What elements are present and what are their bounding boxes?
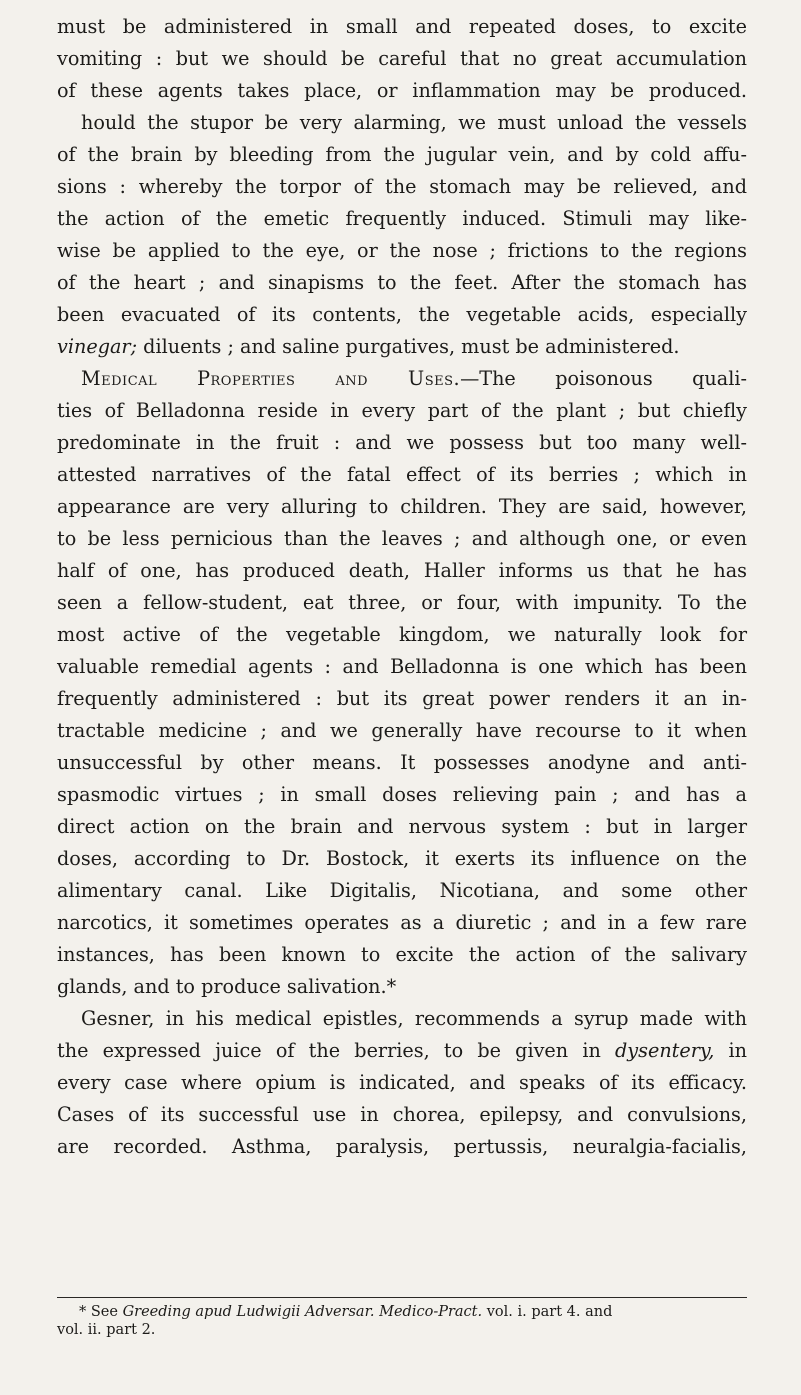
- text-span: diluents ; and saline purgatives, must be administered.: [137, 335, 680, 358]
- text-line: appearance are very alluring to children. They are said, however,: [57, 495, 747, 518]
- text-line: unsuccessful by other means. It possesses anodyne and anti-: [57, 751, 747, 774]
- footnote-citation: Greeding apud Ludwigii Adversar. Medico-Pract.: [122, 1304, 483, 1320]
- text-line: of these agents takes place, or inflammation may be produced.: [57, 79, 747, 102]
- text-span: the expressed juice of the berries, to be given in: [57, 1039, 601, 1062]
- footnote-rule: [57, 1297, 747, 1298]
- text-line: valuable remedial agents : and Belladonna is one which has been: [57, 655, 747, 678]
- text-line: to be less pernicious than the leaves ; and although one, or even: [57, 527, 747, 550]
- text-line: [57, 331, 747, 363]
- text-line: glands, and to produce salivation.*: [57, 975, 397, 998]
- text-line: are recorded. Asthma, paralysis, pertussis, neuralgia-facialis,: [57, 1135, 747, 1158]
- text-line: most active of the vegetable kingdom, we naturally look for: [57, 623, 747, 646]
- text-line: Gesner, in his medical epistles, recommends a syrup made with: [81, 1007, 747, 1030]
- italic-term: vinegar;: [57, 335, 138, 358]
- text-line: been evacuated of its contents, the vegetable acids, especially: [57, 303, 747, 326]
- text-line: doses, according to Dr. Bostock, it exerts its influence on the: [57, 847, 747, 870]
- text-line: Cases of its successful use in chorea, epilepsy, and convulsions,: [57, 1103, 747, 1126]
- text-line: must be administered in small and repeated doses, to excite: [57, 15, 747, 38]
- section-heading-line: [57, 363, 747, 395]
- text-line: ties of Belladonna reside in every part of the plant ; but chiefly: [57, 399, 747, 422]
- text-line: seen a fellow-student, eat three, or four, with impunity. To the: [57, 591, 747, 614]
- footnote-line-2: vol. ii. part 2.: [57, 1322, 156, 1338]
- footnote-marker: * See: [79, 1304, 118, 1320]
- text-span: —The poisonous quali-: [460, 367, 747, 390]
- text-line: [57, 1035, 747, 1067]
- footnote-text: vol. i. part 4. and: [482, 1304, 613, 1320]
- text-line: attested narratives of the fatal effect of its berries ; which in: [57, 463, 747, 486]
- text-span: in: [714, 1039, 747, 1062]
- text-line: predominate in the fruit : and we possess but too many well-: [57, 431, 747, 454]
- text-line: alimentary canal. Like Digitalis, Nicotiana, and some other: [57, 879, 747, 902]
- text-line: narcotics, it sometimes operates as a diuretic ; and in a few rare: [57, 911, 747, 934]
- text-line: wise be applied to the eye, or the nose ; frictions to the regions: [57, 239, 747, 262]
- text-line: spasmodic virtues ; in small doses relieving pain ; and has a: [57, 783, 747, 806]
- section-heading: Medical Properties and Uses.: [81, 367, 461, 390]
- text-line: of the heart ; and sinapisms to the feet. After the stomach has: [57, 271, 747, 294]
- text-line: sions : whereby the torpor of the stomach may be relieved, and: [57, 175, 747, 198]
- text-line: of the brain by bleeding from the jugular vein, and by cold affu-: [57, 143, 747, 166]
- text-line: frequently administered : but its great power renders it an in-: [57, 687, 747, 710]
- text-line: instances, has been known to excite the action of the salivary: [57, 943, 747, 966]
- text-line: hould the stupor be very alarming, we must unload the vessels: [81, 111, 747, 134]
- text-line: every case where opium is indicated, and speaks of its efficacy.: [57, 1071, 747, 1094]
- text-line: direct action on the brain and nervous system : but in larger: [57, 815, 747, 838]
- text-line: half of one, has produced death, Haller informs us that he has: [57, 559, 747, 582]
- footnote: [57, 1302, 747, 1322]
- text-line: tractable medicine ; and we generally have recourse to it when: [57, 719, 747, 742]
- italic-term: dysentery,: [615, 1039, 715, 1062]
- text-line: the action of the emetic frequently induced. Stimuli may like-: [57, 207, 747, 230]
- text-line: vomiting : but we should be careful that no great accumulation: [57, 47, 747, 70]
